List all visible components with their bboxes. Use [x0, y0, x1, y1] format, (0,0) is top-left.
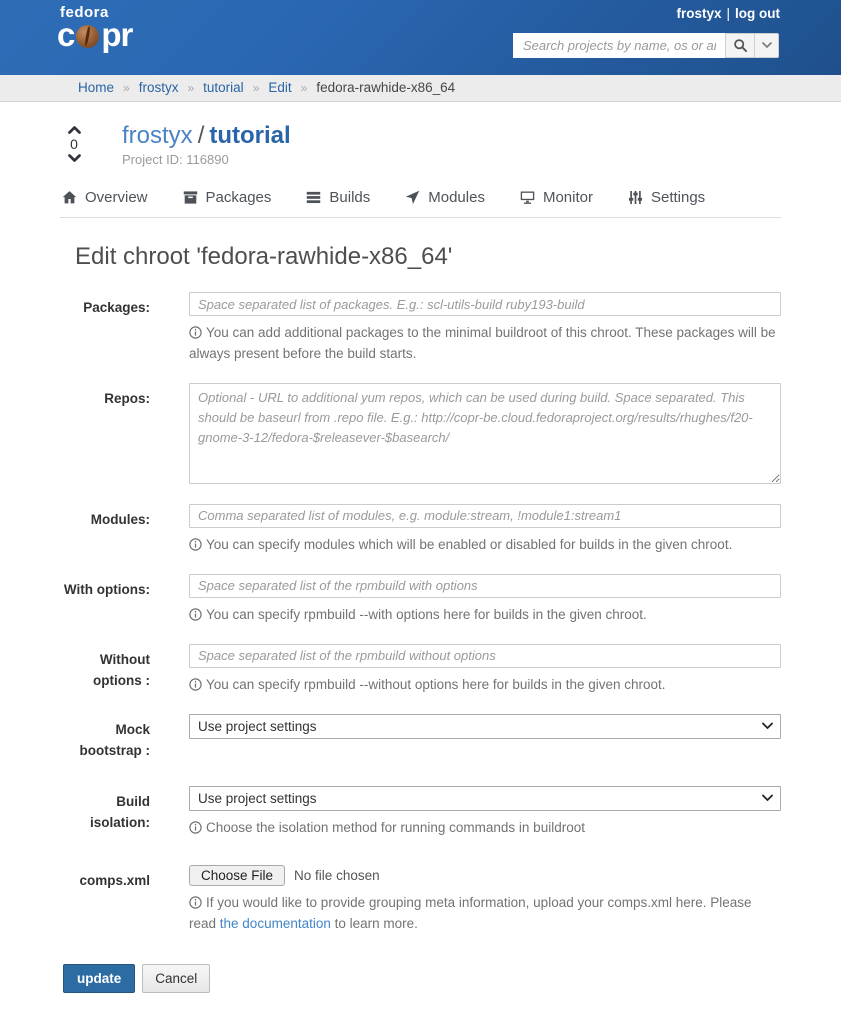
breadcrumb-current-chroot: fedora-rawhide-x86_64	[316, 80, 456, 95]
tab-monitor[interactable]	[518, 180, 595, 217]
project-title-block	[122, 122, 291, 167]
chevron-down-icon	[762, 42, 772, 49]
form-row-with-options	[60, 574, 781, 629]
upvote-button[interactable]	[60, 125, 88, 136]
info-icon	[189, 820, 206, 835]
logout-link[interactable]: log out	[735, 6, 780, 21]
form-row-modules	[60, 504, 781, 559]
logo-letter-c: c	[57, 16, 75, 53]
modules-input[interactable]	[189, 504, 781, 528]
breadcrumb-edit[interactable]: Edit	[268, 80, 292, 95]
form-row-build-isolation	[60, 786, 781, 842]
info-icon	[189, 537, 206, 552]
repos-label: Repos:	[104, 390, 150, 406]
breadcrumb-separator: »	[252, 81, 260, 95]
form-row-repos	[60, 383, 781, 489]
search-input[interactable]	[513, 33, 725, 58]
modules-help	[189, 535, 781, 556]
with-options-help	[189, 605, 781, 626]
vote-count: 0	[70, 136, 78, 152]
tab-label: Monitor	[542, 189, 593, 206]
form-row-packages	[60, 292, 781, 368]
documentation-link[interactable]: the documentation	[219, 915, 331, 931]
info-icon	[189, 607, 206, 622]
search-button[interactable]	[725, 33, 754, 58]
archive-box-icon	[183, 190, 198, 205]
tab-modules[interactable]	[403, 180, 487, 217]
desktop-monitor-icon	[520, 190, 535, 205]
modules-help-text: You can specify modules which will be enabled or disabled for builds in the given chroot.	[206, 536, 733, 552]
breadcrumb	[0, 75, 841, 102]
form-row-mock-bootstrap	[60, 714, 781, 762]
with-options-label: With options:	[63, 581, 150, 597]
packages-help-text: You can add additional packages to the minimal buildroot of this chroot. These packages will be always present before the build starts.	[189, 325, 776, 361]
logo-letters-pr: pr	[101, 16, 133, 53]
comps-help	[189, 893, 781, 935]
breadcrumb-separator: »	[123, 81, 130, 95]
sliders-icon	[628, 190, 643, 205]
update-button[interactable]: update	[63, 964, 135, 993]
comps-help-text-before: If you would like to provide grouping meta information, upload your comps.xml here. Please read	[189, 894, 752, 931]
tab-label: Overview	[85, 189, 148, 206]
comps-help-text-after: to learn more.	[330, 915, 418, 931]
file-status-text: No file chosen	[294, 867, 380, 883]
build-isolation-label: Build isolation:	[90, 793, 150, 831]
logo-copr-text	[57, 16, 133, 53]
packages-label: Packages:	[83, 300, 150, 315]
with-options-input[interactable]	[189, 574, 781, 598]
project-id: Project ID: 116890	[122, 152, 229, 167]
tab-label: Settings	[650, 189, 706, 206]
tab-label: Builds	[329, 189, 371, 206]
breadcrumb-separator: »	[187, 81, 195, 95]
main-container	[60, 122, 781, 993]
project-owner-link[interactable]: frostyx	[122, 122, 193, 149]
project-name-link[interactable]: tutorial	[209, 122, 291, 149]
mock-bootstrap-select[interactable]	[189, 714, 781, 739]
vote-widget	[60, 122, 88, 167]
tab-label: Packages	[205, 189, 272, 206]
build-isolation-help	[189, 818, 781, 839]
tab-label: Modules	[428, 189, 485, 206]
edit-chroot-form	[60, 292, 781, 993]
form-row-comps-xml	[60, 865, 781, 938]
downvote-button[interactable]	[60, 153, 88, 164]
copr-logo[interactable]	[57, 4, 133, 53]
list-bars-icon	[306, 190, 321, 205]
top-header	[0, 0, 841, 75]
title-slash: /	[197, 122, 205, 149]
modules-label: Modules:	[90, 511, 150, 527]
breadcrumb-tutorial[interactable]: tutorial	[203, 80, 244, 95]
comps-xml-label: comps.xml	[79, 872, 150, 888]
without-options-label: Without options :	[93, 651, 150, 689]
tab-builds[interactable]	[304, 180, 372, 217]
user-profile-link[interactable]: frostyx	[676, 6, 722, 21]
home-icon	[62, 190, 77, 205]
build-isolation-help-text: Choose the isolation method for running commands in buildroot	[206, 819, 585, 835]
tab-overview[interactable]	[60, 180, 150, 217]
tab-settings[interactable]	[626, 180, 707, 217]
info-icon	[189, 895, 206, 910]
project-header	[60, 122, 781, 167]
choose-file-button[interactable]: Choose File	[189, 865, 285, 886]
search-icon	[733, 38, 748, 53]
cancel-button[interactable]: Cancel	[142, 964, 210, 993]
form-row-without-options	[60, 644, 781, 699]
project-title	[122, 122, 291, 149]
with-options-help-text: You can specify rpmbuild --with options here for builds in the given chroot.	[206, 606, 647, 622]
project-tabs	[60, 180, 781, 218]
links-divider: |	[726, 6, 731, 21]
packages-input[interactable]	[189, 292, 781, 316]
mock-bootstrap-label: Mock bootstrap :	[79, 721, 150, 759]
coffee-bean-icon	[76, 25, 99, 48]
without-options-help	[189, 675, 781, 696]
without-options-input[interactable]	[189, 644, 781, 668]
tab-packages[interactable]	[181, 180, 274, 217]
breadcrumb-home[interactable]: Home	[78, 80, 115, 95]
logo-fedora-text: fedora	[60, 4, 109, 21]
page-title: Edit chroot 'fedora-rawhide-x86_64'	[75, 243, 453, 270]
search-bar	[513, 33, 779, 58]
repos-textarea[interactable]	[189, 383, 781, 484]
user-session-links	[676, 6, 780, 21]
build-isolation-select[interactable]	[189, 786, 781, 811]
form-actions	[60, 964, 781, 993]
breadcrumb-frostyx[interactable]: frostyx	[138, 80, 179, 95]
breadcrumb-separator: »	[300, 81, 308, 95]
location-arrow-icon	[405, 190, 420, 205]
packages-help	[189, 323, 781, 365]
without-options-help-text: You can specify rpmbuild --without options here for builds in the given chroot.	[206, 676, 666, 692]
info-icon	[189, 325, 206, 340]
info-icon	[189, 677, 206, 692]
comps-file-control	[189, 865, 781, 886]
search-options-button[interactable]	[754, 33, 779, 58]
